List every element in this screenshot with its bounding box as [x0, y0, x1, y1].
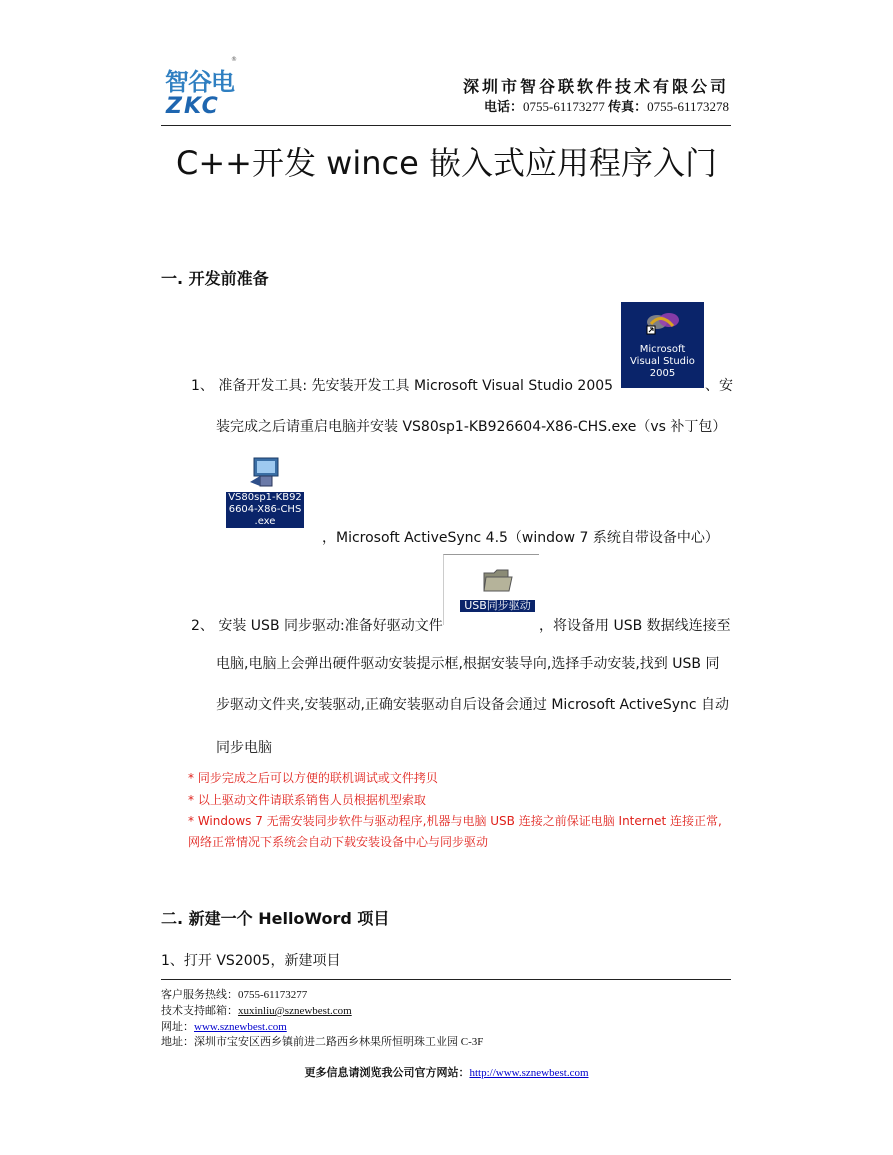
note-2: * 以上驱动文件请联系销售人员根据机型索取: [188, 793, 426, 807]
fax-label: 传真：: [608, 99, 648, 114]
step-2-line-1a: 2、 安装 USB 同步驱动:准备好驱动文件: [191, 618, 443, 634]
vs80sp1-installer-icon[interactable]: [226, 452, 304, 536]
website-link[interactable]: www.sznewbest.com: [194, 1021, 287, 1033]
more-info-label: 更多信息请浏览我公司官方网站：: [304, 1066, 470, 1079]
sp1-icon-label: [226, 492, 304, 528]
step-1-line-3: ，Microsoft ActiveSync 4.5（window 7 系统自带设备中心）: [322, 530, 719, 546]
step-1-line-2: 装完成之后请重启电脑并安装 VS80sp1-KB926604-X86-CHS.exe（vs 补丁包）: [216, 419, 727, 435]
email-label: 技术支持邮箱：: [161, 1005, 238, 1017]
installer-icon: [246, 452, 286, 492]
vs-icon-label-line: 2005: [649, 368, 676, 379]
phone-number: 0755-61173277: [523, 99, 605, 114]
folder-icon: [482, 567, 516, 595]
vs-icon-label: [625, 344, 700, 380]
step-2-line-3: 步驱动文件夹,安装驱动,正确安装驱动自后设备会通过 Microsoft ActiveSync 自动: [216, 697, 730, 713]
phone-label: 电话：: [484, 99, 524, 114]
company-name: 深圳市智谷联软件技术有限公司: [462, 77, 729, 96]
logo-chinese: 智谷电: [165, 68, 234, 96]
step-1-serif-text: 先安装开发工具: [311, 379, 410, 394]
address-value: 深圳市宝安区西乡镇前进二路西乡林果所恒明珠工业园 C-3F: [194, 1036, 484, 1048]
footer-address: [161, 1033, 483, 1049]
vs-icon-label-line: Visual Studio: [630, 356, 695, 367]
section-2-step-1: 1、打开 VS2005，新建项目: [161, 953, 341, 969]
sp1-icon-label-line: .exe: [254, 516, 276, 527]
header-divider: [161, 125, 731, 126]
address-label: 地址：: [161, 1036, 194, 1048]
footer-more-info: [0, 1064, 893, 1080]
note-3-continued: 网络正常情况下系统会自动下载安装设备中心与同步驱动: [188, 835, 489, 849]
page-title: C++开发 wince 嵌入式应用程序入门: [176, 144, 717, 182]
step-1-line-1: [191, 375, 613, 395]
step-1-prefix: 1、 准备开发工具:: [191, 378, 308, 394]
website-label: 网址：: [161, 1021, 194, 1033]
official-site-link[interactable]: http://www.sznewbest.com: [469, 1067, 589, 1079]
hotline-label: 客户服务热线：: [161, 989, 238, 1001]
step-1-separator: 、安: [705, 378, 733, 394]
step-1-tool-name: Microsoft Visual Studio 2005: [413, 378, 614, 394]
note-3: * Windows 7 无需安装同步软件与驱动程序,机器与电脑 USB 连接之前保证电脑 Internet 连接正常,: [188, 814, 722, 828]
footer-hotline: [161, 986, 307, 1002]
footer-website: [161, 1018, 287, 1034]
section-heading-prepare: 一. 开发前准备: [161, 269, 269, 288]
logo-english: ZKC: [166, 94, 220, 119]
step-2-line-4: 同步电脑: [216, 740, 272, 756]
usb-icon-label: USB同步驱动: [460, 600, 535, 612]
footer-divider: [161, 979, 731, 980]
note-1: * 同步完成之后可以方便的联机调试或文件拷贝: [188, 771, 438, 785]
footer-email: [161, 1002, 352, 1018]
fax-number: 0755-61173278: [647, 99, 729, 114]
sp1-icon-label-line: 6604-X86-CHS: [228, 504, 302, 515]
section-heading-new-project: 二. 新建一个 HelloWord 项目: [161, 909, 390, 928]
sp1-icon-label-line: VS80sp1-KB92: [228, 492, 302, 503]
hotline-number: 0755-61173277: [238, 989, 308, 1001]
header-contacts: [484, 96, 729, 115]
email-link[interactable]: xuxinliu@sznewbest.com: [238, 1005, 352, 1017]
step-2-line-1b: ，将设备用 USB 数据线连接至: [539, 618, 731, 634]
visual-studio-2005-icon[interactable]: [621, 302, 704, 388]
vs-icon-label-line: Microsoft: [639, 344, 686, 355]
usb-driver-folder-icon[interactable]: [443, 554, 539, 625]
step-2-line-2: 电脑,电脑上会弹出硬件驱动安装提示框,根据安装导向,选择手动安装,找到 USB 同: [216, 656, 720, 672]
registered-mark: ®: [231, 56, 237, 63]
